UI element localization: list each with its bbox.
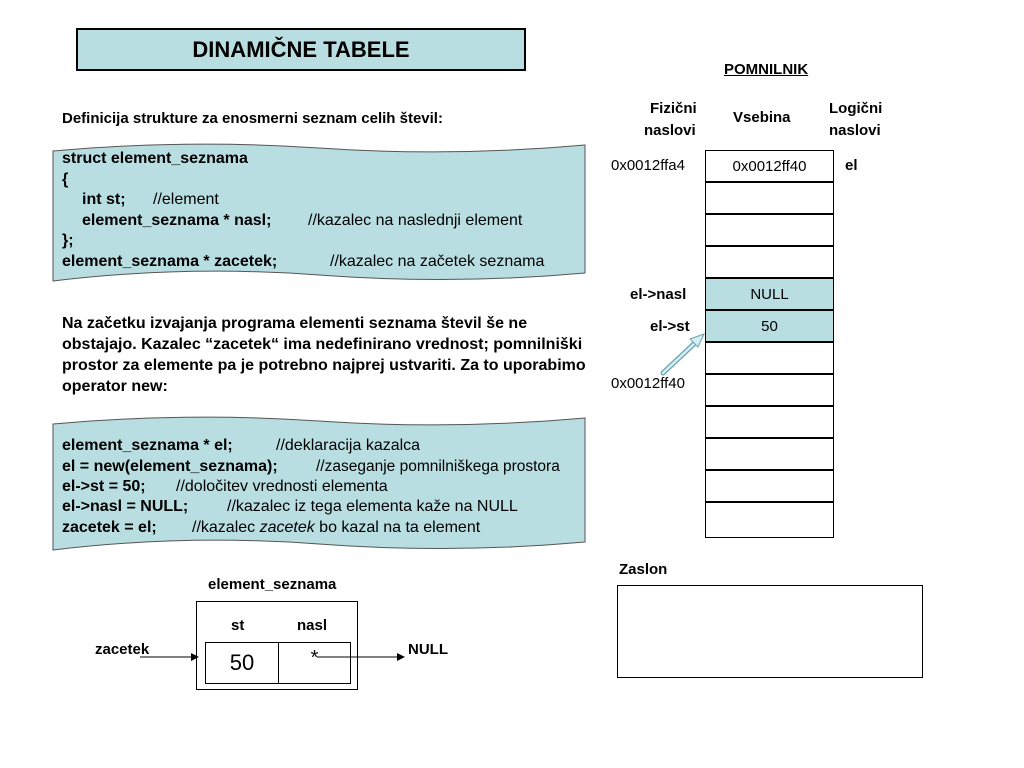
page-title: DINAMIČNE TABELE	[76, 28, 526, 71]
code-comment-nasl: //kazalec na naslednji element	[308, 212, 523, 229]
struct-col-st: st	[231, 617, 245, 634]
definition-heading: Definicija strukture za enosmerni seznam celih števil:	[62, 110, 443, 127]
intro-paragraph: Na začetku izvajanja programa elementi seznama števil še ne obstajajo. Kazalec “zacetek“ ima nedefinirano vrednost; pomnilniški prostor za elemente pa je potrebno najprej ustvariti. Za to uporabimo operator new:	[62, 315, 586, 395]
memory-cell-st: 50	[705, 310, 834, 342]
col-logical-2: naslovi	[829, 122, 881, 139]
code-struct-decl: struct element_seznama	[62, 150, 248, 167]
code-comment-st-assign: //določitev vrednosti elementa	[176, 478, 388, 495]
struct-value-st: 50	[205, 642, 279, 684]
code-el-decl: element_seznama * el;	[62, 437, 233, 454]
code-zacetek-decl: element_seznama * zacetek;	[62, 253, 278, 270]
label-el: el	[845, 157, 858, 174]
code-comment-st: //element	[153, 191, 219, 208]
nasl-null-arrow-icon	[317, 653, 405, 661]
memory-cell-nasl: NULL	[705, 278, 834, 310]
code-el-nasl: el->nasl = NULL;	[62, 498, 189, 515]
comment-post: bo kazal na ta element	[314, 519, 481, 536]
struct-col-nasl: nasl	[297, 617, 328, 634]
pointer-zacetek-label: zacetek	[95, 641, 150, 658]
label-el-st: el->st	[650, 318, 690, 335]
col-physical-1: Fizični	[650, 100, 697, 117]
code-comment-nasl-assign: //kazalec iz tega elementa kaže na NULL	[227, 498, 518, 515]
code-comment-new: //zaseganje pomnilniškega prostora	[316, 458, 560, 475]
screen-label: Zaslon	[619, 561, 668, 578]
code-field-nasl: element_seznama * nasl;	[82, 212, 272, 229]
code-zacetek-assign: zacetek = el;	[62, 519, 157, 536]
null-label: NULL	[408, 641, 448, 658]
col-content: Vsebina	[733, 109, 791, 126]
col-physical-2: naslovi	[644, 122, 696, 139]
comment-pre: //kazalec	[192, 519, 260, 536]
memory-cell: 0x0012ff40	[705, 150, 834, 182]
struct-diagram-name: element_seznama	[208, 576, 337, 593]
code-field-st: int st;	[82, 191, 126, 208]
code-close-brace: };	[62, 232, 74, 249]
code-el-st: el->st = 50;	[62, 478, 146, 495]
code-el-new: el = new(element_seznama);	[62, 458, 278, 475]
address-top: 0x0012ffa4	[611, 157, 685, 174]
struct-value-nasl: *	[278, 642, 351, 684]
comment-em: zacetek	[259, 519, 315, 536]
zacetek-arrow-icon	[140, 653, 199, 661]
code-comment-decl: //deklaracija kazalca	[276, 437, 421, 454]
label-el-nasl: el->nasl	[630, 286, 687, 303]
address-bottom: 0x0012ff40	[611, 375, 685, 392]
code-comment-zacetek: //kazalec na začetek seznama	[330, 253, 545, 270]
memory-heading: POMNILNIK	[724, 61, 809, 78]
col-logical-1: Logični	[829, 100, 883, 117]
code-open-brace: {	[62, 171, 69, 188]
